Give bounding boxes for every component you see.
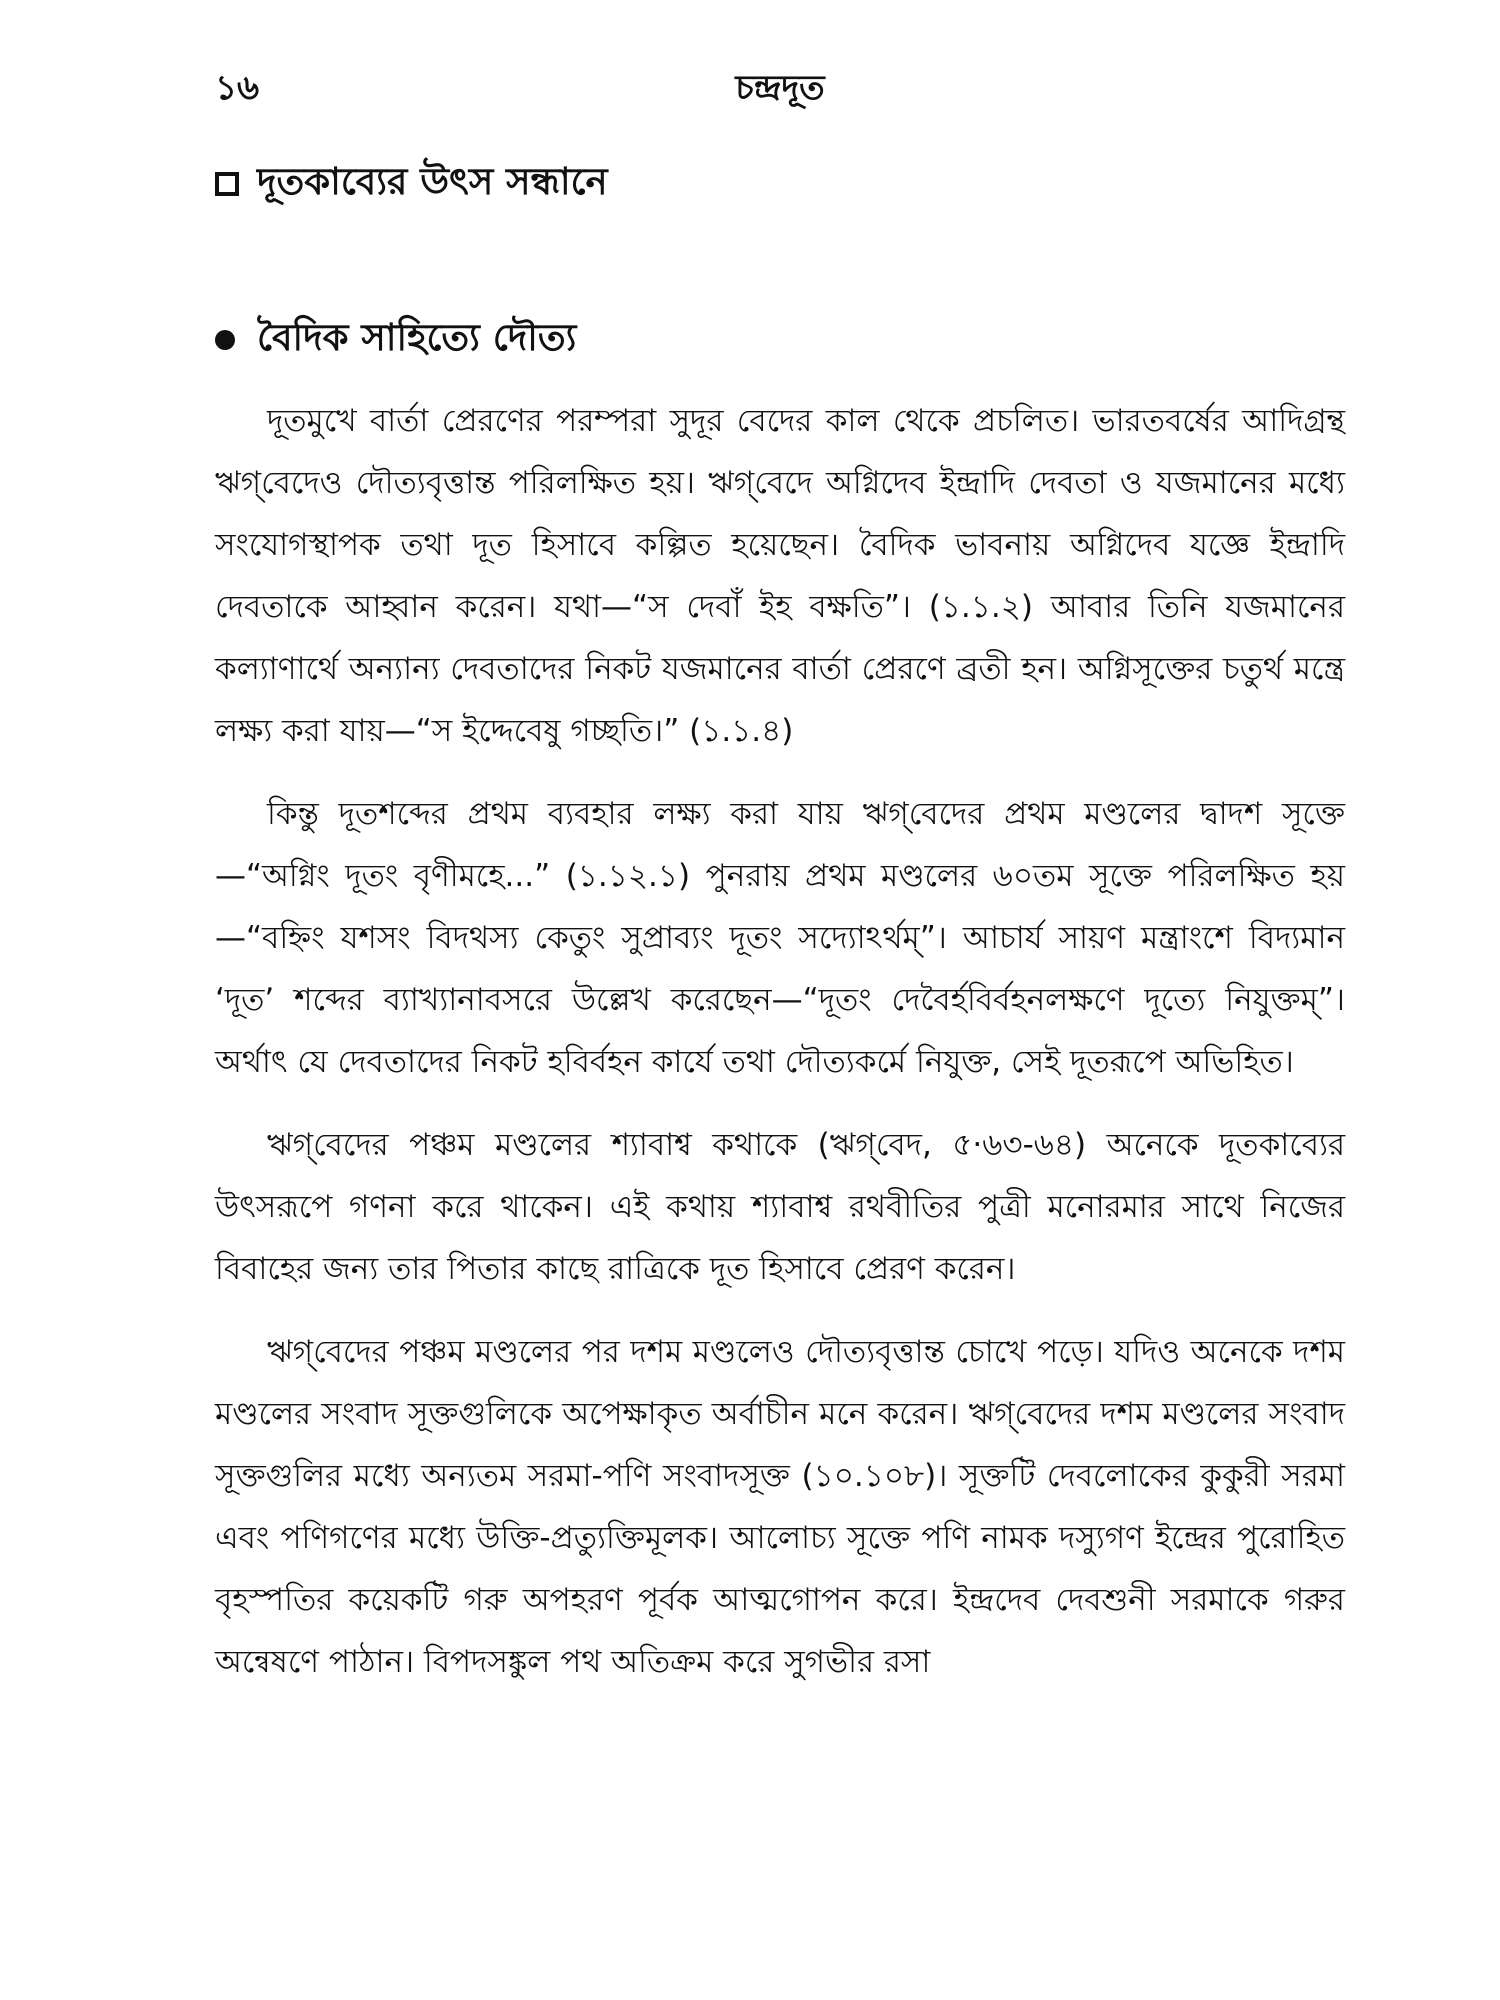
checkbox-icon — [215, 172, 239, 196]
paragraph: কিন্তু দূতশব্দের প্রথম ব্যবহার লক্ষ্য করা যায় ঋগ্‌বেদের প্রথম মণ্ডলের দ্বাদশ সূক্তে—“অগ্নিং দূতং বৃণীমহে...” (১.১২.১) পুনরায় প্রথম মণ্ডলের ৬০তম সূক্তে পরিলক্ষিত হয়—“বহ্নিং যশসং বিদথস্য কেতুং সুপ্রাব্যং দূতং সদ্যোঽর্থম্”। আচার্য সায়ণ মন্ত্রাংশে বিদ্যমান ‘দূত’ শব্দের ব্যাখ্যানাবসরে উল্লেখ করেছেন—“দূতং দেবৈর্হবির্বহনলক্ষণে দূত্যে নিযুক্তম্”। অর্থাৎ যে দেবতাদের নিকট হবির্বহন কার্যে তথা দৌত্যকর্মে নিযুক্ত, সেই দূতরূপে অভিহিত। — [215, 796, 1345, 1080]
bullet-icon — [215, 330, 235, 350]
sub-heading — [215, 308, 576, 371]
paragraph: ঋগ্‌বেদের পঞ্চম মণ্ডলের পর দশম মণ্ডলেও দৌত্যবৃত্তান্ত চোখে পড়ে। যদিও অনেকে দশম মণ্ডলের সংবাদ সূক্তগুলিকে অপেক্ষাকৃত অর্বাচীন মনে করেন। ঋগ্‌বেদের দশম মণ্ডলের সংবাদ সূক্তগুলির মধ্যে অন্যতম সরমা-পণি সংবাদসূক্ত (১০.১০৮)। সূক্তটি দেবলোকের কুকুরী সরমা এবং পণিগণের মধ্যে উক্তি-প্রত্যুক্তিমূলক। আলোচ্য সূক্তে পণি নামক দস্যুগণ ইন্দ্রের পুরোহিত বৃহস্পতির কয়েকটি গরু অপহরণ পূর্বক আত্মগোপন করে। ইন্দ্রদেব দেবশুনী সরমাকে গরুর অন্বেষণে পাঠান। বিপদসঙ্কুল পথ অতিক্রম করে সুগভীর রসা — [215, 1334, 1345, 1680]
paragraph: ঋগ্‌বেদের পঞ্চম মণ্ডলের শ্যাবাশ্ব কথাকে (ঋগ্‌বেদ, ৫·৬৩-৬৪) অনেকে দূতকাব্যের উৎসরূপে গণনা করে থাকেন। এই কথায় শ্যাবাশ্ব রথবীতির পুত্রী মনোরমার সাথে নিজের বিবাহের জন্য তার পিতার কাছে রাত্রিকে দূত হিসাবে প্রেরণ করেন। — [215, 1127, 1345, 1287]
book-title: চন্দ্রদূত — [735, 68, 825, 108]
sub-heading-text: বৈদিক সাহিত্যে দৌত্য — [257, 316, 577, 359]
section-heading — [215, 152, 608, 215]
page-number: ১৬ — [215, 68, 260, 108]
section-heading-text: দূতকাব্যের উৎস সন্ধানে — [257, 160, 608, 203]
body-text — [215, 390, 1345, 1714]
paragraph: দূতমুখে বার্তা প্রেরণের পরম্পরা সুদূর বেদের কাল থেকে প্রচলিত। ভারতবর্ষের আদিগ্রন্থ ঋগ্‌বেদেও দৌত্যবৃত্তান্ত পরিলক্ষিত হয়। ঋগ্‌বেদে অগ্নিদেব ইন্দ্রাদি দেবতা ও যজমানের মধ্যে সংযোগস্থাপক তথা দূত হিসাবে কল্পিত হয়েছেন। বৈদিক ভাবনায় অগ্নিদেব যজ্ঞে ইন্দ্রাদি দেবতাকে আহ্বান করেন। যথা—“স দেবাঁ ইহ বক্ষতি”। (১.১.২) আবার তিনি যজমানের কল্যাণার্থে অন্যান্য দেবতাদের নিকট যজমানের বার্তা প্রেরণে ব্রতী হন। অগ্নিসূক্তের চতুর্থ মন্ত্রে লক্ষ্য করা যায়—“স ইদ্দেবেষু গচ্ছতি।” (১.১.৪) — [215, 403, 1345, 749]
running-head — [215, 62, 1345, 122]
